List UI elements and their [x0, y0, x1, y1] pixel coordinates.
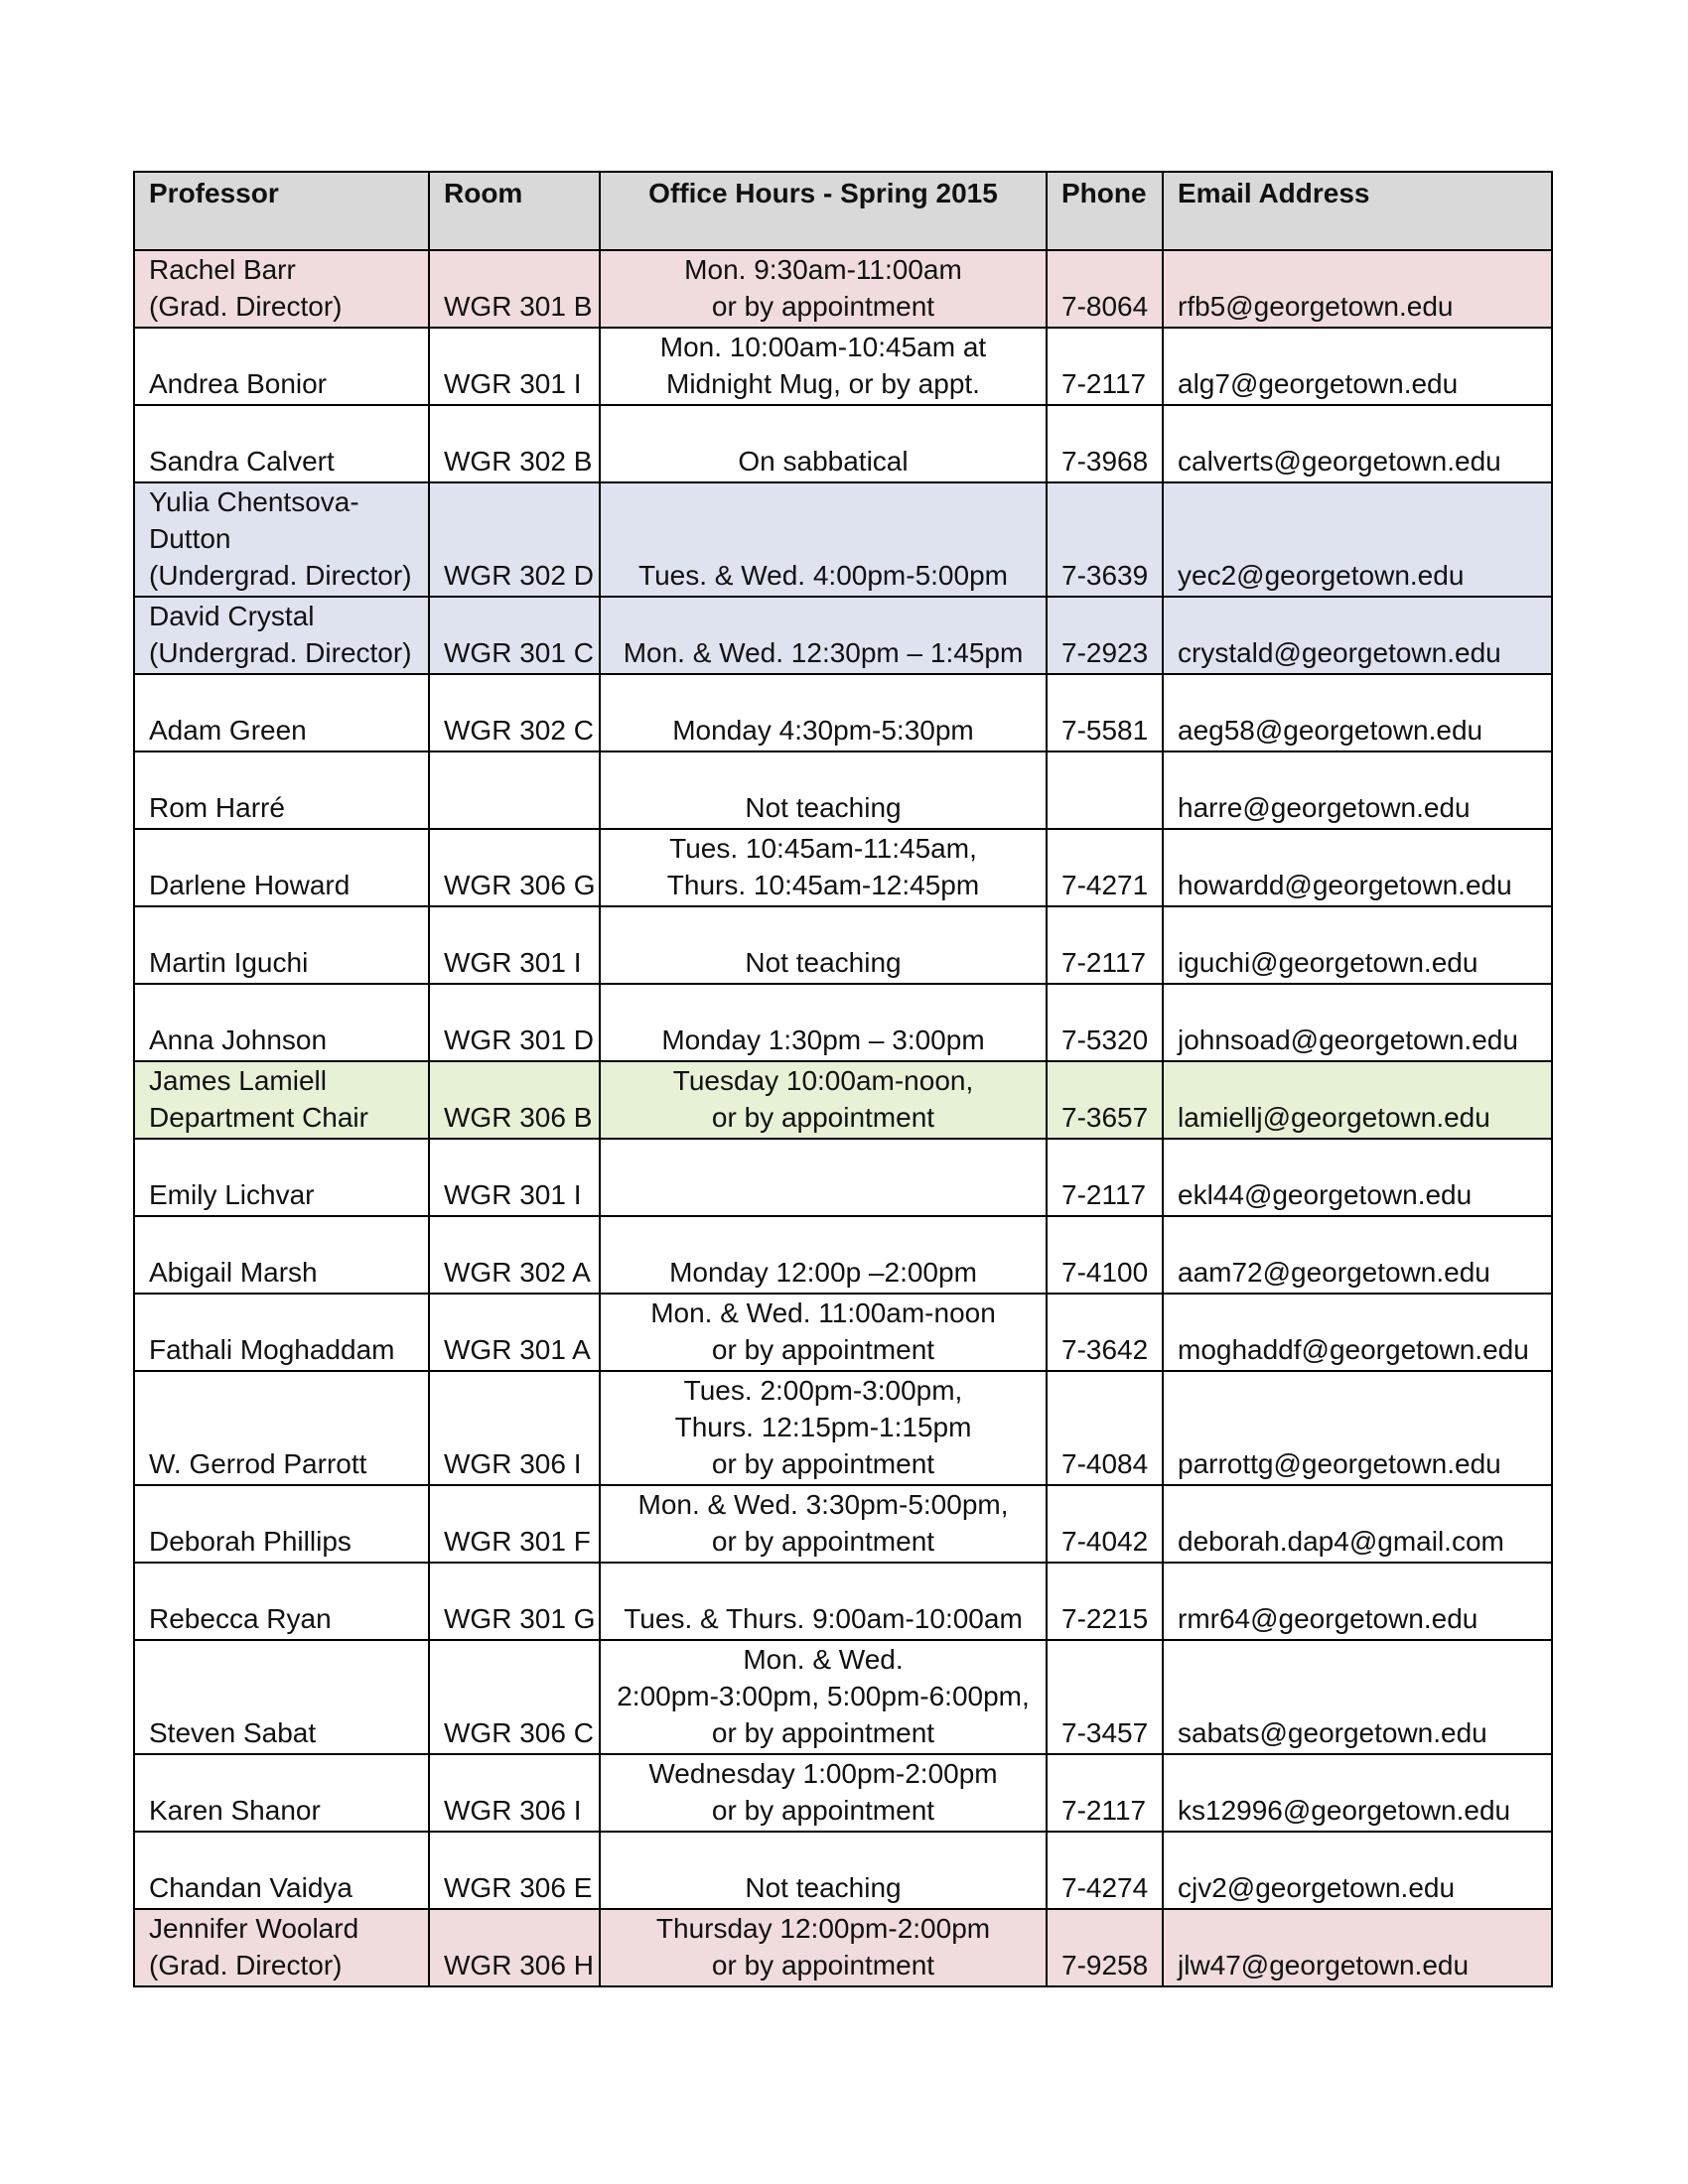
office-hours-cell-line: Not teaching	[745, 1872, 902, 1903]
phone-cell: 7-3968	[1047, 405, 1163, 482]
office-hours-cell	[600, 1832, 1047, 1909]
office-hours-cell	[600, 1909, 1047, 1986]
professor-cell	[134, 1371, 429, 1485]
header-office-hours: Office Hours - Spring 2015	[600, 172, 1047, 250]
professor-cell	[134, 597, 429, 674]
professor-cell-line: Darlene Howard	[149, 870, 351, 900]
phone-cell	[1047, 751, 1163, 829]
professor-cell	[134, 1909, 429, 1986]
professor-cell	[134, 405, 429, 482]
table-row	[134, 597, 1552, 674]
phone-cell: 7-5320	[1047, 984, 1163, 1061]
office-hours-cell-line: or by appointment	[711, 291, 935, 322]
table-row	[134, 1061, 1552, 1139]
phone-cell: 7-2117	[1047, 1754, 1163, 1832]
room-cell: WGR 301 C	[429, 597, 600, 674]
professor-cell	[134, 829, 429, 906]
office-hours-cell-line: Tues. & Thurs. 9:00am-10:00am	[624, 1603, 1023, 1634]
table-row	[134, 829, 1552, 906]
table-row	[134, 1485, 1552, 1563]
room-cell: WGR 301 B	[429, 250, 600, 328]
professor-cell	[134, 1139, 429, 1216]
table-row	[134, 1640, 1552, 1754]
office-hours-cell-line: Tues. 2:00pm-3:00pm,	[683, 1375, 963, 1406]
office-hours-cell-line: Mon. 9:30am-11:00am	[684, 254, 962, 285]
room-cell: WGR 301 F	[429, 1485, 600, 1563]
office-hours-cell-line: or by appointment	[711, 1795, 935, 1826]
office-hours-cell	[600, 250, 1047, 328]
room-cell: WGR 306 C	[429, 1640, 600, 1754]
phone-cell: 7-2923	[1047, 597, 1163, 674]
room-cell: WGR 301 D	[429, 984, 600, 1061]
room-cell: WGR 306 I	[429, 1754, 600, 1832]
office-hours-cell	[600, 829, 1047, 906]
office-hours-cell	[600, 1640, 1047, 1754]
table-row	[134, 1371, 1552, 1485]
table-row	[134, 482, 1552, 597]
office-hours-cell-line: Thurs. 12:15pm-1:15pm	[674, 1412, 972, 1442]
table-row	[134, 1139, 1552, 1216]
room-cell: WGR 302 C	[429, 674, 600, 751]
professor-cell	[134, 1061, 429, 1139]
office-hours-cell-line: Wednesday 1:00pm-2:00pm	[648, 1758, 998, 1789]
room-cell	[429, 751, 600, 829]
office-hours-cell	[600, 1371, 1047, 1485]
room-cell: WGR 301 G	[429, 1563, 600, 1640]
professor-cell	[134, 984, 429, 1061]
office-hours-cell	[600, 328, 1047, 405]
professor-cell	[134, 1563, 429, 1640]
professor-cell-line: Rom Harré	[149, 792, 285, 823]
phone-cell: 7-2117	[1047, 328, 1163, 405]
email-cell[interactable]: moghaddf@georgetown.edu	[1163, 1294, 1552, 1371]
email-cell[interactable]: ekl44@georgetown.edu	[1163, 1139, 1552, 1216]
office-hours-cell	[600, 906, 1047, 984]
professor-cell	[134, 1640, 429, 1754]
professor-cell	[134, 250, 429, 328]
office-hours-cell-line: Mon. & Wed.	[743, 1644, 904, 1675]
professor-cell-line: Chandan Vaidya	[149, 1872, 352, 1903]
office-hours-cell-line: Thurs. 10:45am-12:45pm	[666, 870, 980, 900]
office-hours-cell-line: Monday 4:30pm-5:30pm	[672, 715, 974, 746]
header-row	[134, 172, 1552, 250]
professor-cell-line: Steven Sabat	[149, 1717, 317, 1748]
office-hours-cell-line: Not teaching	[745, 792, 902, 823]
office-hours-cell-line: Mon. & Wed. 12:30pm – 1:45pm	[623, 637, 1024, 668]
email-cell[interactable]: calverts@georgetown.edu	[1163, 405, 1552, 482]
email-cell[interactable]: alg7@georgetown.edu	[1163, 328, 1552, 405]
office-hours-cell-line: Monday 1:30pm – 3:00pm	[661, 1024, 985, 1055]
room-cell: WGR 301 I	[429, 906, 600, 984]
header-professor: Professor	[134, 172, 429, 250]
table-row	[134, 751, 1552, 829]
office-hours-cell-line: Tues. & Wed. 4:00pm-5:00pm	[638, 560, 1008, 591]
office-hours-cell	[600, 1216, 1047, 1294]
table-row	[134, 674, 1552, 751]
room-cell: WGR 301 I	[429, 328, 600, 405]
room-cell: WGR 301 A	[429, 1294, 600, 1371]
email-cell[interactable]: yec2@georgetown.edu	[1163, 482, 1552, 597]
office-hours-cell	[600, 1563, 1047, 1640]
office-hours-cell	[600, 984, 1047, 1061]
professor-cell-line: Andrea Bonior	[149, 368, 328, 399]
professor-cell-line: Department Chair	[149, 1102, 368, 1133]
phone-cell: 7-4274	[1047, 1832, 1163, 1909]
office-hours-cell-line: or by appointment	[711, 1950, 935, 1980]
office-hours-cell	[600, 1139, 1047, 1216]
room-cell: WGR 302 A	[429, 1216, 600, 1294]
email-cell[interactable]: howardd@georgetown.edu	[1163, 829, 1552, 906]
office-hours-cell-line: or by appointment	[711, 1448, 935, 1479]
email-cell[interactable]: aam72@georgetown.edu	[1163, 1216, 1552, 1294]
professor-cell-line: Dutton	[149, 523, 231, 554]
professor-cell-line: Deborah Phillips	[149, 1526, 352, 1557]
professor-cell-line: Sandra Calvert	[149, 446, 335, 477]
phone-cell: 7-4084	[1047, 1371, 1163, 1485]
room-cell: WGR 306 H	[429, 1909, 600, 1986]
office-hours-cell	[600, 751, 1047, 829]
table-row	[134, 1563, 1552, 1640]
phone-cell: 7-2117	[1047, 1139, 1163, 1216]
email-cell[interactable]: aeg58@georgetown.edu	[1163, 674, 1552, 751]
email-cell[interactable]: ks12996@georgetown.edu	[1163, 1754, 1552, 1832]
professor-cell-line: Emily Lichvar	[149, 1179, 315, 1210]
office-hours-cell-line: Tuesday 10:00am-noon,	[672, 1065, 974, 1096]
email-cell[interactable]: deborah.dap4@gmail.com	[1163, 1485, 1552, 1563]
email-cell[interactable]: sabats@georgetown.edu	[1163, 1640, 1552, 1754]
professor-cell	[134, 328, 429, 405]
office-hours-cell-line: or by appointment	[711, 1102, 935, 1133]
email-cell[interactable]: parrottg@georgetown.edu	[1163, 1371, 1552, 1485]
header-room: Room	[429, 172, 600, 250]
office-hours-cell-line: Monday 12:00p –2:00pm	[669, 1257, 977, 1288]
professor-cell-line: David Crystal	[149, 601, 315, 631]
table-row	[134, 984, 1552, 1061]
table-row	[134, 328, 1552, 405]
email-cell[interactable]: cjv2@georgetown.edu	[1163, 1832, 1552, 1909]
room-cell: WGR 306 E	[429, 1832, 600, 1909]
professor-cell	[134, 674, 429, 751]
phone-cell: 7-9258	[1047, 1909, 1163, 1986]
email-cell[interactable]: johnsoad@georgetown.edu	[1163, 984, 1552, 1061]
office-hours-cell-line: Tues. 10:45am-11:45am,	[669, 833, 977, 864]
office-hours-cell	[600, 1061, 1047, 1139]
table-row	[134, 1754, 1552, 1832]
room-cell: WGR 302 D	[429, 482, 600, 597]
professor-cell	[134, 1754, 429, 1832]
phone-cell: 7-3657	[1047, 1061, 1163, 1139]
office-hours-cell	[600, 482, 1047, 597]
office-hours-cell	[600, 674, 1047, 751]
office-hours-cell	[600, 405, 1047, 482]
phone-cell: 7-8064	[1047, 250, 1163, 328]
office-hours-cell-line: or by appointment	[711, 1717, 935, 1748]
email-cell[interactable]: lamiellj@georgetown.edu	[1163, 1061, 1552, 1139]
professor-cell	[134, 751, 429, 829]
phone-cell: 7-5581	[1047, 674, 1163, 751]
room-cell: WGR 302 B	[429, 405, 600, 482]
table-row	[134, 405, 1552, 482]
professor-cell	[134, 1216, 429, 1294]
professor-cell-line: (Grad. Director)	[149, 291, 343, 322]
office-hours-cell	[600, 1294, 1047, 1371]
phone-cell: 7-3639	[1047, 482, 1163, 597]
office-hours-cell-line: Thursday 12:00pm-2:00pm	[655, 1913, 991, 1944]
professor-cell-line: Adam Green	[149, 715, 307, 746]
table-row	[134, 906, 1552, 984]
email-cell[interactable]: jlw47@georgetown.edu	[1163, 1909, 1552, 1986]
table-body	[134, 250, 1552, 1986]
professor-cell-line: Anna Johnson	[149, 1024, 328, 1055]
professor-cell-line: Abigail Marsh	[149, 1257, 318, 1288]
phone-cell: 7-2215	[1047, 1563, 1163, 1640]
phone-cell: 7-3457	[1047, 1640, 1163, 1754]
professor-cell-line: James Lamiell	[149, 1065, 327, 1096]
professor-cell	[134, 1485, 429, 1563]
professor-cell-line: Yulia Chentsova-	[149, 486, 359, 517]
phone-cell: 7-2117	[1047, 906, 1163, 984]
room-cell: WGR 306 B	[429, 1061, 600, 1139]
professor-cell-line: (Undergrad. Director)	[149, 560, 412, 591]
office-hours-cell-line: Mon. & Wed. 3:30pm-5:00pm,	[637, 1489, 1009, 1520]
header-phone: Phone	[1047, 172, 1163, 250]
professor-cell-line: (Undergrad. Director)	[149, 637, 412, 668]
office-hours-table	[133, 171, 1553, 1987]
professor-cell-line: Rebecca Ryan	[149, 1603, 332, 1634]
office-hours-cell-line: 2:00pm-3:00pm, 5:00pm-6:00pm,	[617, 1681, 1030, 1711]
email-cell[interactable]: crystald@georgetown.edu	[1163, 597, 1552, 674]
email-cell[interactable]: iguchi@georgetown.edu	[1163, 906, 1552, 984]
office-hours-cell-line: On sabbatical	[738, 446, 909, 477]
office-hours-cell-line: Mon. 10:00am-10:45am at	[659, 332, 987, 362]
professor-cell	[134, 1294, 429, 1371]
table-row	[134, 1294, 1552, 1371]
phone-cell: 7-4271	[1047, 829, 1163, 906]
header-email: Email Address	[1163, 172, 1552, 250]
table-row	[134, 1909, 1552, 1986]
phone-cell: 7-4100	[1047, 1216, 1163, 1294]
office-hours-cell-line: Not teaching	[745, 947, 902, 978]
phone-cell: 7-4042	[1047, 1485, 1163, 1563]
professor-cell	[134, 482, 429, 597]
professor-cell	[134, 1832, 429, 1909]
table-row	[134, 250, 1552, 328]
room-cell: WGR 306 G	[429, 829, 600, 906]
table-row	[134, 1216, 1552, 1294]
professor-cell-line: Rachel Barr	[149, 254, 296, 285]
professor-cell-line: Karen Shanor	[149, 1795, 321, 1826]
professor-cell-line: (Grad. Director)	[149, 1950, 343, 1980]
office-hours-cell	[600, 1485, 1047, 1563]
email-cell[interactable]: rmr64@georgetown.edu	[1163, 1563, 1552, 1640]
email-cell[interactable]: rfb5@georgetown.edu	[1163, 250, 1552, 328]
professor-cell-line: Jennifer Woolard	[149, 1913, 359, 1944]
email-cell[interactable]: harre@georgetown.edu	[1163, 751, 1552, 829]
phone-cell: 7-3642	[1047, 1294, 1163, 1371]
room-cell: WGR 306 I	[429, 1371, 600, 1485]
room-cell: WGR 301 I	[429, 1139, 600, 1216]
table-row	[134, 1832, 1552, 1909]
professor-cell-line: Fathali Moghaddam	[149, 1334, 395, 1365]
office-hours-cell-line: Midnight Mug, or by appt.	[666, 368, 980, 399]
office-hours-cell	[600, 1754, 1047, 1832]
office-hours-cell-line: Mon. & Wed. 11:00am-noon	[650, 1297, 996, 1328]
professor-cell	[134, 906, 429, 984]
office-hours-cell	[600, 597, 1047, 674]
professor-cell-line: W. Gerrod Parrott	[149, 1448, 367, 1479]
office-hours-cell-line: or by appointment	[711, 1334, 935, 1365]
office-hours-cell-line: or by appointment	[711, 1526, 935, 1557]
professor-cell-line: Martin Iguchi	[149, 947, 309, 978]
